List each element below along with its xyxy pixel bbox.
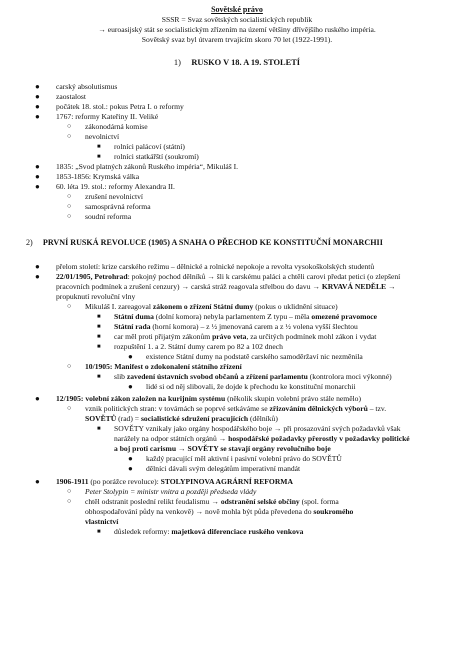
list-item: každý pracující měl aktivní i pasivní volební právo do SOVĚTŮ bbox=[146, 454, 342, 463]
list-item-cont: vlastnictví bbox=[85, 517, 119, 526]
list-item: rolníci statkářští (soukromí) bbox=[114, 152, 199, 161]
list-item: existence Státní dumy na podstatě carského samoděržaví nic nezměnila bbox=[146, 352, 363, 361]
section-2-number: 2) bbox=[26, 238, 33, 247]
bullet-icon: ● bbox=[35, 112, 40, 121]
list-item: rozpuštění 1. a 2. Státní dumy carem po 82 a 102 dnech bbox=[114, 342, 283, 351]
list-item: SOVĚTY vznikaly jako orgány hospodářského boje → při prosazování svých požadavků však bbox=[114, 424, 401, 433]
list-item: 10/1905: Manifest o zdokonalení státního zřízení bbox=[85, 362, 242, 371]
circle-bullet-icon: ○ bbox=[67, 497, 72, 505]
list-item: 1906-1911 (po porážce revoluce): STOLYPINOVA AGRÁRNÍ REFORMA bbox=[56, 477, 293, 486]
section-1-heading bbox=[0, 58, 474, 68]
square-bullet-icon: ■ bbox=[97, 426, 101, 432]
header-line-3: Sovětský svaz byl útvarem trvajícím skoro 70 let (1922-1991). bbox=[141, 35, 333, 44]
list-item: Mikuláš I. zareagoval zákonem o zřízení Státní dumy (pokus o uklidnění situace) bbox=[85, 302, 338, 311]
list-item: rolníci palácoví (státní) bbox=[114, 142, 185, 151]
circle-bullet-icon: ○ bbox=[67, 404, 72, 412]
list-item: vznik politických stran: v továrnách se poprvé setkáváme se zřizováním dělnických výborů – tzv. bbox=[85, 404, 387, 413]
document-title: Sovětské právo bbox=[211, 5, 263, 14]
square-bullet-icon: ■ bbox=[97, 344, 101, 350]
bullet-icon: ● bbox=[128, 464, 133, 473]
circle-bullet-icon: ○ bbox=[67, 202, 72, 210]
list-item: soudní reforma bbox=[85, 212, 132, 221]
list-item: slib zavedení ústavních svobod občanů a zřízení parlamentu (kontrolora moci výkonné) bbox=[114, 372, 392, 381]
section-2-heading bbox=[26, 238, 383, 248]
circle-bullet-icon: ○ bbox=[67, 212, 72, 220]
circle-bullet-icon: ○ bbox=[67, 302, 72, 310]
header-line-2: → euroasijský stát se socialistickým zřízením na území většiny dřívějšího ruského impéria. bbox=[98, 25, 376, 34]
list-item: car měl proti přijatým zákonům právo veta, za určitých podmínek mohl zákon i vydat bbox=[114, 332, 377, 341]
list-item-cont: pracovních podmínek a zrušení cenzury) → carská stráž reagovala střelbou do davu → KRVAVÁ NEDĚLE → bbox=[56, 282, 396, 291]
list-item: dělníci dávali svým delegátům imperativní mandát bbox=[146, 464, 301, 473]
bullet-icon: ● bbox=[128, 454, 133, 463]
list-item: 1835: „Svod platných zákonů Ruského impéria“, Mikuláš I. bbox=[56, 162, 239, 171]
list-item: lidé si od něj slibovali, že dojde k přechodu ke konstituční monarchii bbox=[146, 382, 356, 391]
bullet-icon: ● bbox=[35, 272, 40, 281]
square-bullet-icon: ■ bbox=[97, 154, 101, 160]
bullet-icon: ● bbox=[128, 382, 133, 391]
list-item: Státní duma (dolní komora) nebyla parlamentem Z typu – měla omezené pravomoce bbox=[114, 312, 377, 321]
bullet-icon: ● bbox=[35, 477, 40, 486]
section-1-title: RUSKO V 18. A 19. STOLETÍ bbox=[191, 58, 301, 67]
list-item: přelom století: krize carského režimu – dělnické a rolnické nepokoje a revolta vysokoškolských studentů bbox=[56, 262, 375, 271]
bullet-icon: ● bbox=[128, 352, 133, 361]
square-bullet-icon: ■ bbox=[97, 529, 101, 535]
list-item: Peter Stolypin = ministr vnitra a později předseda vlády bbox=[85, 487, 257, 496]
bullet-icon: ● bbox=[35, 162, 40, 171]
bullet-icon: ● bbox=[35, 262, 40, 271]
list-item: 12/1905: volební zákon založen na kurijním systému (několik skupin volební právo stále nemělo) bbox=[56, 394, 361, 403]
list-item: zrušení nevolnictví bbox=[85, 192, 143, 201]
header-line-1: SSSR = Svaz sovětských socialistických republik bbox=[161, 15, 313, 24]
square-bullet-icon: ■ bbox=[97, 374, 101, 380]
square-bullet-icon: ■ bbox=[97, 144, 101, 150]
list-item: zaostalost bbox=[56, 92, 86, 101]
list-item: důsledek reformy: majetková diferenciace ruského venkova bbox=[114, 527, 304, 536]
bullet-icon: ● bbox=[35, 182, 40, 191]
section-2-title: PRVNÍ RUSKÁ REVOLUCE (1905) A SNAHA O PŘECHOD KE KONSTITUČNÍ MONARCHII bbox=[42, 238, 383, 247]
circle-bullet-icon: ○ bbox=[67, 487, 72, 495]
list-item-cont: SOVĚTŮ (rad) = socialistické sdružení pracujících (dělníků) bbox=[85, 414, 278, 423]
section-1-number: 1) bbox=[173, 58, 181, 67]
circle-bullet-icon: ○ bbox=[67, 132, 72, 140]
bullet-icon: ● bbox=[35, 82, 40, 91]
bullet-icon: ● bbox=[35, 102, 40, 111]
square-bullet-icon: ■ bbox=[97, 334, 101, 340]
list-item: 60. léta 19. stol.: reformy Alexandra II. bbox=[56, 182, 175, 191]
list-item-cont: obhospodařování půdy na venkově) → nově mohla být půda převedena do soukromého bbox=[85, 507, 354, 516]
list-item: nevolnictví bbox=[85, 132, 120, 141]
list-item: Státní rada (horní komora) – z ½ jmenovaná carem a z ½ volena vyšší šlechtou bbox=[114, 322, 358, 331]
list-item: 1853-1856: Krymská válka bbox=[56, 172, 140, 181]
list-item-cont: narážely na odpor státních orgánů → hospodářské požadavky přerostly v požadavky politické bbox=[114, 434, 410, 443]
list-item-cont: propuknutí revoluční vlny bbox=[56, 292, 136, 301]
bullet-icon: ● bbox=[35, 394, 40, 403]
circle-bullet-icon: ○ bbox=[67, 122, 72, 130]
circle-bullet-icon: ○ bbox=[67, 192, 72, 200]
list-item: chtěl odstranit poslední relikt feudalismu → odstranění selské občiny (spol. forma bbox=[85, 497, 339, 506]
list-item-cont: a boj proti carismu → SOVĚTY se stavají orgány revolučního boje bbox=[114, 444, 331, 453]
list-item: samosprávná reforma bbox=[85, 202, 151, 211]
list-item: 22/01/1905, Petrohrad: pokojný pochod dělníků → šli k carskému paláci a chtěli carovi předat petici (o zlepšení bbox=[56, 272, 401, 281]
list-item: 1767: reformy Kateřiny II. Veliké bbox=[56, 112, 159, 121]
square-bullet-icon: ■ bbox=[97, 324, 101, 330]
list-item: počátek 18. stol.: pokus Petra I. o reformy bbox=[56, 102, 184, 111]
square-bullet-icon: ■ bbox=[97, 314, 101, 320]
list-item: zákonodárná komise bbox=[85, 122, 148, 131]
circle-bullet-icon: ○ bbox=[67, 362, 72, 370]
bullet-icon: ● bbox=[35, 172, 40, 181]
list-item: carský absolutismus bbox=[56, 82, 118, 91]
bullet-icon: ● bbox=[35, 92, 40, 101]
